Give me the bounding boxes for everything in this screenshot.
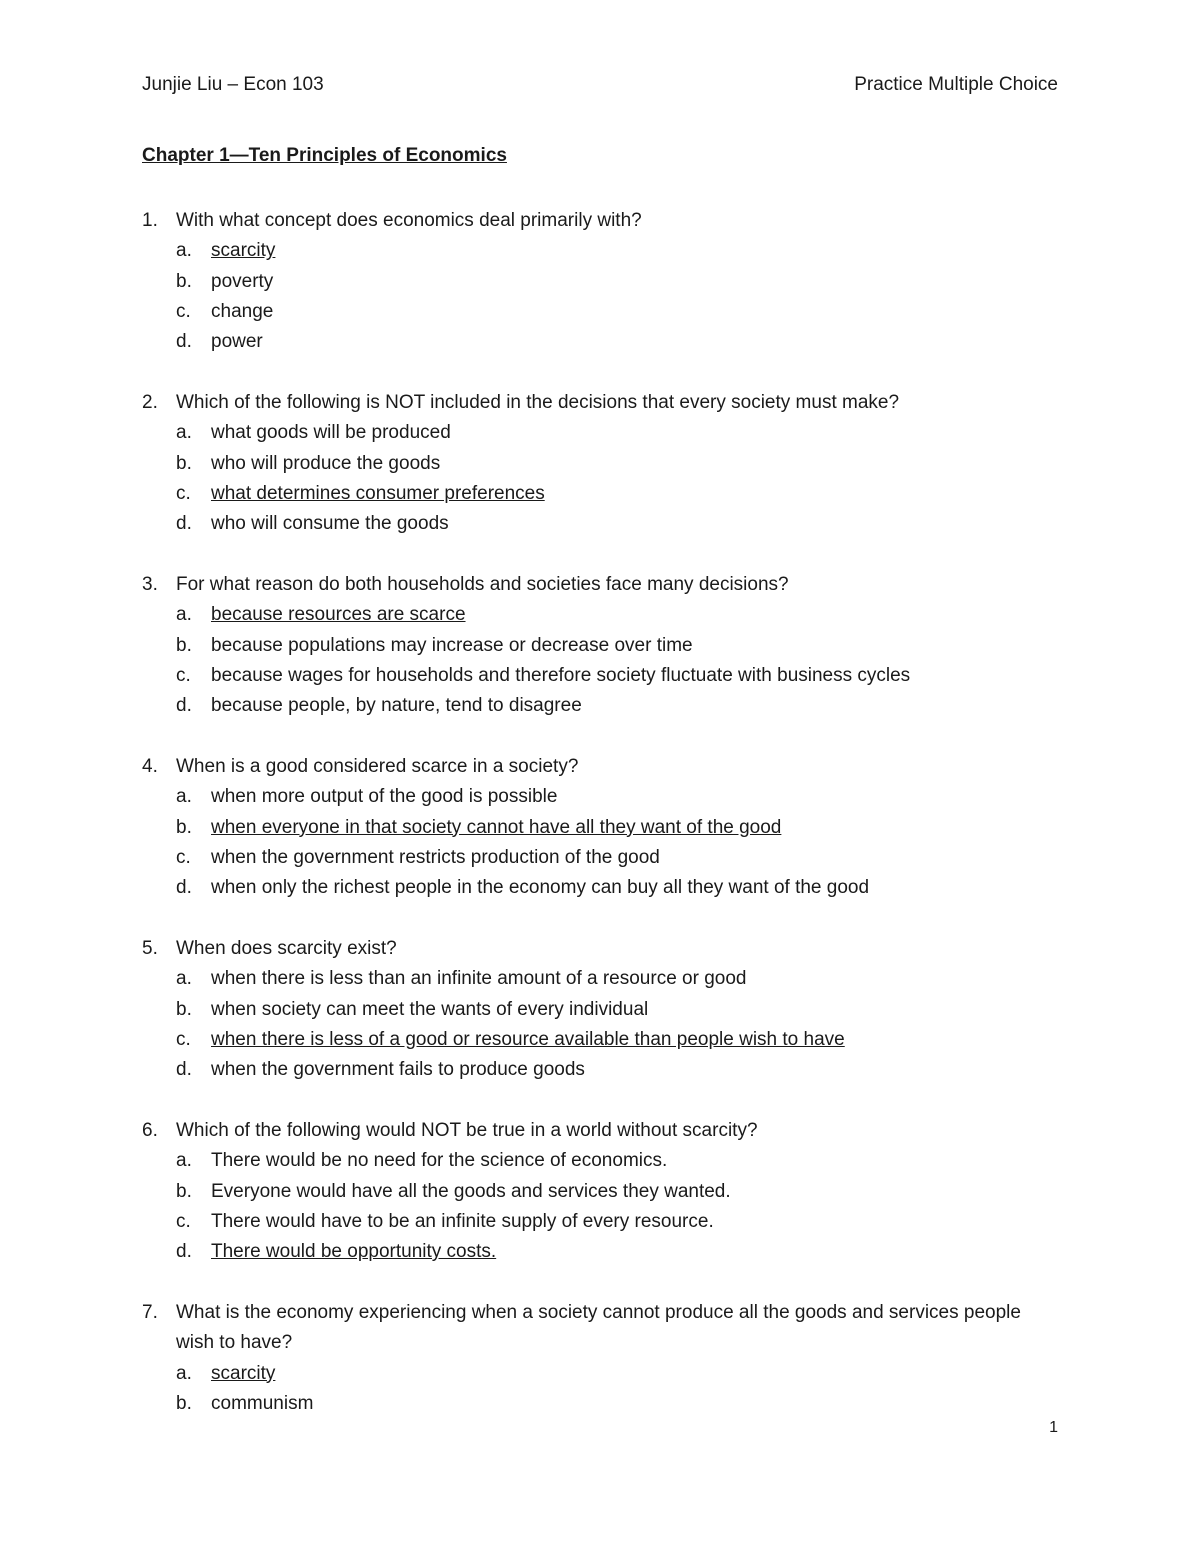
option-text: when society can meet the wants of every individual [211,998,649,1020]
question-text: When does scarcity exist? [176,937,397,959]
question-row [142,388,1058,418]
option-content [176,964,747,994]
option-letter: a. [176,604,192,626]
option-content [176,782,557,812]
question-item [142,206,1058,357]
answer-option [176,964,1058,994]
option-text: when the government restricts production of the good [211,846,660,868]
answer-option [176,327,1058,357]
answer-option [176,1177,1058,1207]
correct-answer-option [176,1237,1058,1267]
answer-option [176,509,1058,539]
correct-answer-option [176,236,1058,266]
correct-answer-option [176,813,1058,843]
correct-answer-option [176,1025,1058,1055]
chapter-title: Chapter 1—Ten Principles of Economics [142,145,507,166]
answer-option [176,418,1058,448]
option-text: because resources are scarce [211,604,466,626]
answer-option [176,1055,1058,1085]
option-list [142,1146,1058,1267]
option-letter: a. [176,422,192,444]
option-content [176,236,275,266]
option-content [176,297,273,327]
option-text: scarcity [211,1362,276,1384]
option-content [176,995,648,1025]
option-content [176,631,693,661]
option-letter: b. [176,1392,192,1414]
question-text: Which of the following is NOT included in the decisions that every society must make? [176,391,900,413]
option-letter: a. [176,1362,192,1384]
question-row [142,206,1058,236]
option-content [176,479,545,509]
option-content [176,1146,667,1176]
option-letter: b. [176,998,192,1020]
question-item [142,934,1058,1085]
option-content [176,1207,714,1237]
option-content [176,661,910,691]
option-content [176,1237,496,1267]
option-content [176,1359,275,1389]
option-text: because people, by nature, tend to disagree [211,695,582,717]
option-text: what determines consumer preferences [211,482,545,504]
option-text: There would be no need for the science of economics. [211,1150,668,1172]
question-row [142,1298,1058,1359]
option-letter: d. [176,695,192,717]
option-letter: d. [176,1241,192,1263]
option-list [142,600,1058,721]
question-number: 6. [142,1119,158,1141]
option-text: change [211,300,274,322]
option-text: when there is less of a good or resource available than people wish to have [211,1028,845,1050]
answer-option [176,267,1058,297]
option-letter: d. [176,513,192,535]
correct-answer-option [176,1359,1058,1389]
question-item [142,570,1058,721]
option-letter: c. [176,1210,191,1232]
question-row [142,752,1058,782]
option-text: when the government fails to produce goods [211,1059,585,1081]
option-letter: c. [176,300,191,322]
correct-answer-option [176,600,1058,630]
option-text: when more output of the good is possible [211,786,558,808]
question-row [142,1116,1058,1146]
question-row [142,934,1058,964]
option-text: when everyone in that society cannot have all they want of the good [211,816,782,838]
answer-option [176,691,1058,721]
option-letter: a. [176,786,192,808]
option-content [176,1177,731,1207]
answer-option [176,631,1058,661]
header-left: Junjie Liu – Econ 103 [142,74,324,95]
option-list [142,418,1058,539]
option-content [176,600,466,630]
option-letter: d. [176,331,192,353]
answer-option [176,782,1058,812]
option-letter: b. [176,816,192,838]
option-list [142,1359,1058,1420]
question-number: 5. [142,937,158,959]
option-text: who will consume the goods [211,513,449,535]
answer-option [176,1389,1058,1419]
option-text: communism [211,1392,314,1414]
question-text: What is the economy experiencing when a society cannot produce all the goods and services people wish to have? [176,1301,1021,1354]
header-right: Practice Multiple Choice [854,74,1058,95]
option-content [176,873,869,903]
option-content [176,691,582,721]
question-text: With what concept does economics deal primarily with? [176,210,642,231]
answer-option [176,995,1058,1025]
question-item [142,388,1058,539]
option-content [176,1389,313,1419]
option-list [142,782,1058,903]
option-text: because populations may increase or decrease over time [211,634,693,656]
option-letter: a. [176,968,192,990]
option-text: when only the richest people in the economy can buy all they want of the good [211,877,870,899]
option-letter: b. [176,634,192,656]
option-letter: c. [176,482,191,504]
question-number: 2. [142,391,158,413]
option-text: There would be opportunity costs. [211,1241,497,1263]
option-list [142,964,1058,1085]
question-row [142,570,1058,600]
option-content [176,509,449,539]
option-text: Everyone would have all the goods and services they wanted. [211,1180,731,1202]
answer-option [176,661,1058,691]
option-letter: b. [176,1180,192,1202]
correct-answer-option [176,479,1058,509]
question-text: When is a good considered scarce in a society? [176,755,579,777]
option-text: who will produce the goods [211,452,441,474]
option-content [176,267,273,297]
option-letter: c. [176,846,191,868]
question-item [142,1298,1058,1419]
page-number: 1 [1049,1419,1058,1436]
question-number: 4. [142,755,158,777]
question-number: 3. [142,573,158,595]
option-letter: a. [176,240,192,262]
option-content [176,1025,845,1055]
option-letter: c. [176,664,191,686]
option-letter: b. [176,270,192,292]
option-text: scarcity [211,240,276,262]
question-item [142,1116,1058,1267]
option-letter: b. [176,452,192,474]
answer-option [176,449,1058,479]
option-text: when there is less than an infinite amount of a resource or good [211,968,747,990]
option-text: There would have to be an infinite supply of every resource. [211,1210,714,1232]
option-letter: d. [176,1059,192,1081]
answer-option [176,843,1058,873]
option-letter: d. [176,877,192,899]
answer-option [176,1207,1058,1237]
question-text: Which of the following would NOT be true in a world without scarcity? [176,1119,758,1141]
question-list [142,206,1058,1450]
answer-option [176,297,1058,327]
option-content [176,418,451,448]
option-text: because wages for households and therefore society fluctuate with business cycles [211,664,911,686]
option-content [176,449,440,479]
question-text: For what reason do both households and societies face many decisions? [176,573,789,595]
option-letter: a. [176,1150,192,1172]
question-number: 1. [142,210,158,231]
option-list [142,236,1058,357]
option-text: what goods will be produced [211,422,451,444]
answer-option [176,873,1058,903]
option-content [176,1055,585,1085]
option-content [176,843,660,873]
option-content [176,813,781,843]
option-text: poverty [211,270,274,292]
option-text: power [211,331,263,353]
option-letter: c. [176,1028,191,1050]
option-content [176,327,263,357]
answer-option [176,1146,1058,1176]
question-item [142,752,1058,903]
question-number: 7. [142,1301,158,1323]
